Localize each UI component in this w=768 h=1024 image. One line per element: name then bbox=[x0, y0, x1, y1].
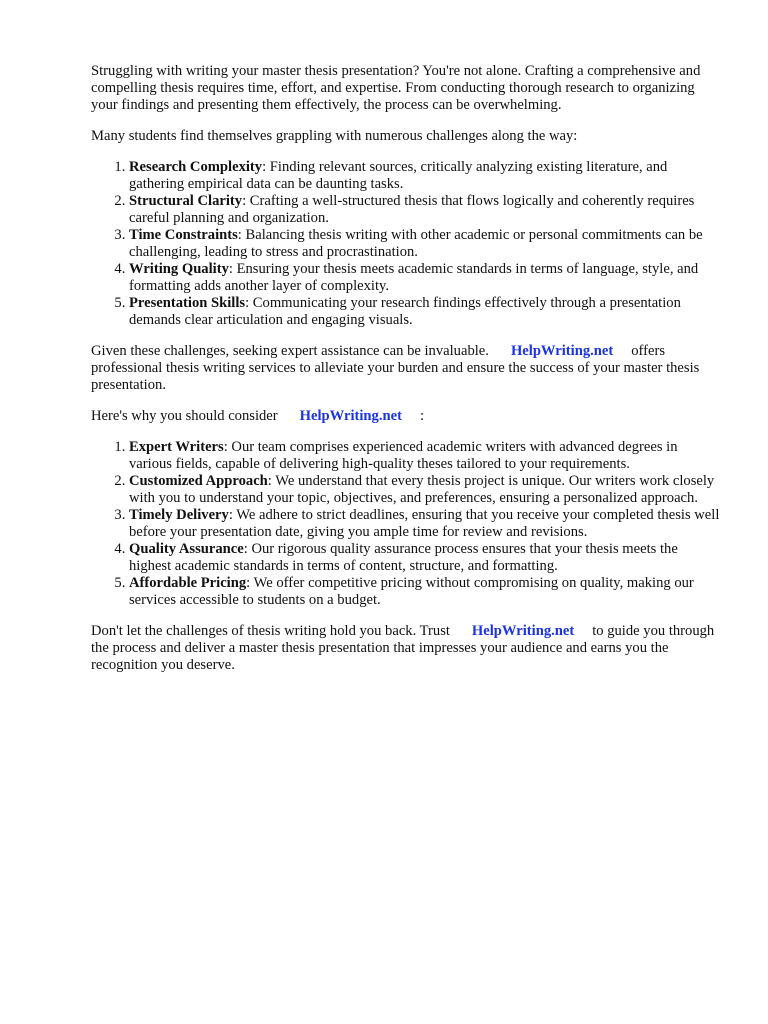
list-item bbox=[129, 227, 721, 261]
item-term: Writing Quality bbox=[129, 261, 229, 277]
list-item bbox=[129, 295, 721, 329]
item-term: Quality Assurance bbox=[129, 541, 244, 557]
item-term: Affordable Pricing bbox=[129, 575, 247, 591]
item-text: Crafting a well-structured thesis that flows logically and coherently requires careful planning and organization. bbox=[129, 193, 695, 226]
helpwriting-link[interactable]: HelpWriting.net bbox=[471, 623, 575, 639]
closing-text-after: to guide you through the process and deliver a master thesis presentation that impresses your audience and earns you the recognition you deserve. bbox=[91, 623, 715, 673]
item-term: Customized Approach bbox=[129, 473, 268, 489]
item-text: We understand that every thesis project is unique. Our writers work closely with you to understand your topic, objectives, and preferences, ensuring a personalized approach. bbox=[129, 473, 715, 506]
item-separator: : bbox=[262, 159, 270, 175]
list-item bbox=[129, 159, 721, 193]
list-item bbox=[129, 193, 721, 227]
item-separator: : bbox=[237, 227, 246, 243]
why-paragraph bbox=[91, 408, 721, 425]
item-separator: : bbox=[245, 295, 253, 311]
item-term: Timely Delivery bbox=[129, 507, 229, 523]
given-paragraph bbox=[91, 343, 721, 394]
item-term: Expert Writers bbox=[129, 439, 224, 455]
list-item bbox=[129, 261, 721, 295]
given-text-after: offers professional thesis writing services to alleviate your burden and ensure the success of your master thesis presentation. bbox=[91, 343, 700, 393]
item-term: Time Constraints bbox=[129, 227, 238, 243]
closing-text-before: Don't let the challenges of thesis writing hold you back. Trust bbox=[91, 623, 450, 639]
item-separator: : bbox=[267, 473, 276, 489]
list-item bbox=[129, 507, 721, 541]
item-text: Balancing thesis writing with other academic or personal commitments can be challenging, leading to stress and procrastination. bbox=[129, 227, 703, 260]
list-item bbox=[129, 473, 721, 507]
item-separator: : bbox=[228, 261, 237, 277]
item-separator: : bbox=[228, 507, 237, 523]
why-text-before: Here's why you should consider bbox=[91, 408, 278, 424]
helpwriting-link[interactable]: HelpWriting.net bbox=[299, 408, 402, 424]
list-item bbox=[129, 575, 721, 609]
challenges-list bbox=[91, 159, 721, 329]
item-text: Ensuring your thesis meets academic standards in terms of language, style, and formatting adds another layer of complexity. bbox=[129, 261, 699, 294]
item-text: Our team comprises experienced academic writers with advanced degrees in various fields, capable of delivering high-quality theses tailored to your requirements. bbox=[129, 439, 678, 472]
item-text: Our rigorous quality assurance process ensures that your thesis meets the highest academic standards in terms of content, structure, and formatting. bbox=[129, 541, 678, 574]
list-item bbox=[129, 541, 721, 575]
challenges-lead: Many students find themselves grappling with numerous challenges along the way: bbox=[91, 128, 578, 144]
intro-paragraph: Struggling with writing your master thesis presentation? You're not alone. Crafting a comprehensive and compelling thesis requires time, effort, and expertise. From conducting thorough research to organizing your findings and presenting them effectively, the process can be overwhelming. bbox=[91, 63, 701, 113]
item-text: We offer competitive pricing without compromising on quality, making our services accessible to students on a budget. bbox=[129, 575, 694, 608]
item-text: Finding relevant sources, critically analyzing existing literature, and gathering empirical data can be daunting tasks. bbox=[129, 159, 668, 192]
reasons-list bbox=[91, 439, 721, 609]
item-separator: : bbox=[242, 193, 250, 209]
closing-paragraph bbox=[91, 623, 721, 674]
helpwriting-link[interactable]: HelpWriting.net bbox=[510, 343, 614, 359]
item-text: We adhere to strict deadlines, ensuring that you receive your completed thesis well before your presentation date, giving you ample time for review and revisions. bbox=[129, 507, 720, 540]
item-term: Structural Clarity bbox=[129, 193, 243, 209]
item-term: Presentation Skills bbox=[129, 295, 246, 311]
list-item bbox=[129, 439, 721, 473]
item-separator: : bbox=[243, 541, 252, 557]
item-separator: : bbox=[246, 575, 254, 591]
given-text-before: Given these challenges, seeking expert assistance can be invaluable. bbox=[91, 343, 489, 359]
item-term: Research Complexity bbox=[129, 159, 263, 175]
why-text-after: : bbox=[419, 408, 424, 424]
document-body bbox=[91, 63, 721, 688]
item-text: Communicating your research findings effectively through a presentation demands clear articulation and engaging visuals. bbox=[129, 295, 681, 328]
item-separator: : bbox=[223, 439, 232, 455]
